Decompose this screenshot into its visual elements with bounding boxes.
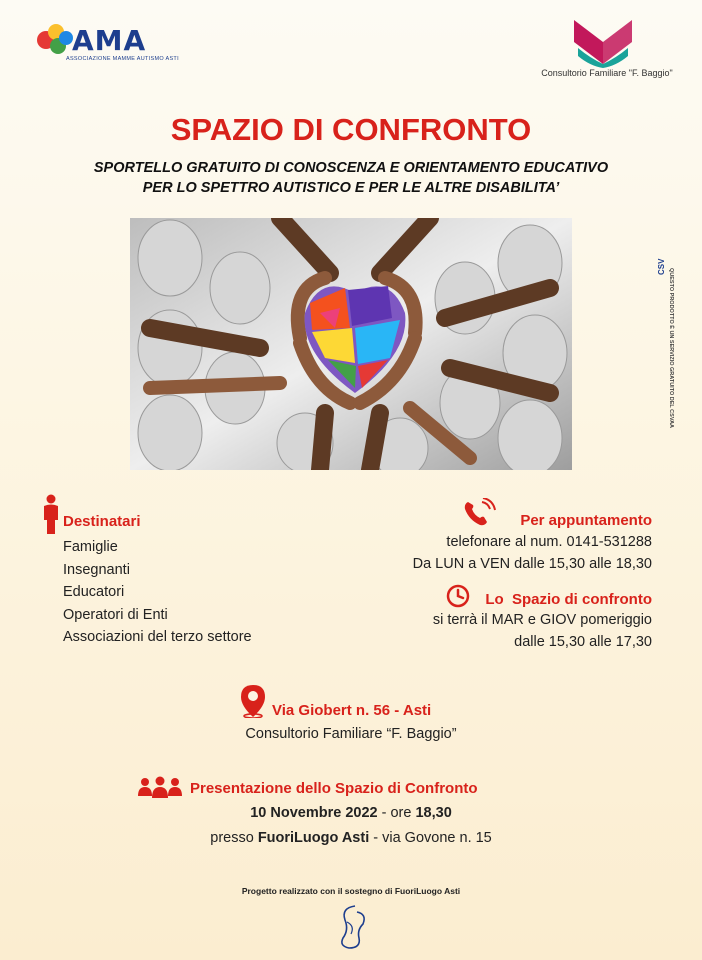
subtitle-line-2: PER LO SPETTRO AUTISTICO E PER LE ALTRE DISABILITA’ [142,180,560,196]
location-pin-icon [240,684,266,718]
side-note: QUESTO PRODOTTO È UN SERVIZIO GRATUITO DEL CSVAA [668,268,674,429]
list-item: Insegnanti [63,561,130,578]
consultorio-logo [568,12,638,68]
page-title: SPAZIO DI CONFRONTO [170,112,532,147]
subtitle-line-1: SPORTELLO GRATUITO DI CONOSCENZA E ORIENTAMENTO EDUCATIVO [93,160,609,176]
list-item: Associazioni del terzo settore [63,629,252,645]
fuoriluogo-logo [333,902,373,952]
presentation-date-time [0,805,702,821]
presentation-time-sep: - ore [377,805,416,821]
list-item: Famiglie [63,539,118,555]
phone-icon [462,498,496,528]
recipients-title: Destinatari [63,513,141,530]
list-item: Operatori di Enti [63,606,168,623]
clock-icon [446,584,470,608]
consultorio-name: Consultorio Familiare "F. Baggio" [541,68,673,78]
list-item: Educatori [63,584,125,600]
presentation-venue [0,830,702,846]
schedule-title: Lo Spazio di confronto [485,591,652,608]
ama-logo-text: AMA [72,24,147,57]
appointment-hours: Da LUN a VEN dalle 15,30 alle 18,30 [412,556,652,572]
ama-subtitle: ASSOCIAZIONE MAMME AUTISMO ASTI [66,56,179,62]
location-place: Consultorio Familiare “F. Baggio” [245,726,457,742]
appointment-title: Per appuntamento [520,512,652,529]
group-icon [137,776,183,798]
schedule-hours: dalle 15,30 alle 17,30 [514,634,652,650]
appointment-phone: telefonare al num. 0141-531288 [446,534,652,550]
csv-logo: CSV [657,258,666,275]
presentation-date: 10 Novembre 2022 [250,805,378,821]
person-icon [42,494,60,534]
venue-suffix: - via Govone n. 15 [369,830,492,846]
presentation-time: 18,30 [415,805,452,821]
footer-note: Progetto realizzato con il sostegno di FuoriLuogo Asti [241,886,461,896]
hero-hands-heart-image [130,218,572,470]
presentation-title: Presentazione dello Spazio di Confronto [190,780,478,797]
venue-prefix: presso [210,830,258,846]
page-subtitle [30,158,672,198]
venue-name: FuoriLuogo Asti [257,830,370,846]
recipients-list [63,536,252,649]
location-address: Via Giobert n. 56 - Asti [272,702,432,719]
schedule-days: si terrà il MAR e GIOV pomeriggio [432,612,652,628]
